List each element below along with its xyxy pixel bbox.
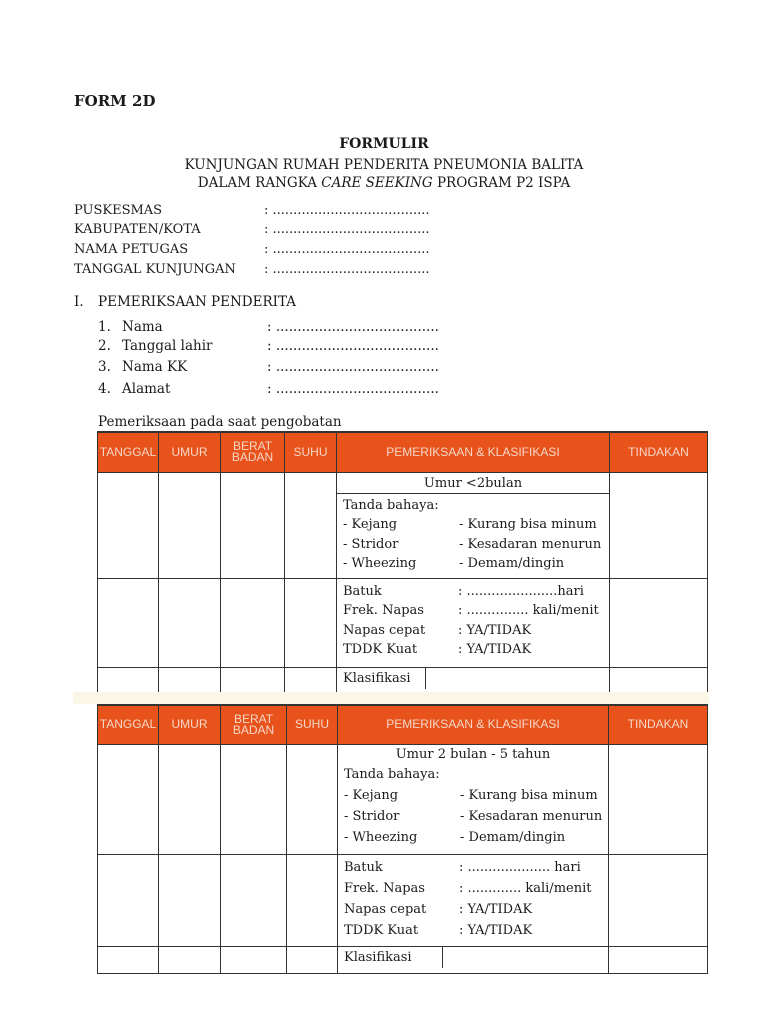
- danger-row: [343, 554, 603, 574]
- form-title: FORMULIR: [339, 136, 429, 152]
- cell-suhu[interactable]: [285, 472, 337, 578]
- patient-field-alamat[interactable]: [98, 381, 439, 397]
- item-number: 4.: [98, 381, 111, 397]
- cell-tanggal[interactable]: [98, 578, 159, 667]
- cell-suhu[interactable]: [285, 578, 337, 667]
- age-group-title: Umur <2bulan: [337, 473, 609, 494]
- section-title: PEMERIKSAAN PENDERITA: [98, 294, 296, 310]
- header-badan: BADAN: [232, 722, 275, 737]
- field-value[interactable]: : ......................................: [264, 242, 430, 257]
- danger-left: - Stridor: [343, 536, 399, 552]
- field-label: Alamat: [122, 381, 171, 397]
- danger-right: - Kurang bisa minum: [459, 517, 597, 532]
- cell-umur[interactable]: [159, 854, 221, 946]
- cell-umur[interactable]: [159, 744, 221, 854]
- col-header-pemeriksaan: PEMERIKSAAN & KLASIFIKASI: [337, 432, 610, 472]
- field-label: TANGGAL KUNJUNGAN: [74, 262, 236, 277]
- vital-value[interactable]: : ............. kali/menit: [459, 880, 592, 896]
- vital-value[interactable]: : ............... kali/menit: [458, 603, 599, 618]
- col-header-pemeriksaan: PEMERIKSAAN & KLASIFIKASI: [338, 705, 609, 744]
- cell-umur[interactable]: [159, 667, 221, 692]
- col-header-tanggal: TANGGAL: [98, 432, 159, 472]
- scan-shade: [73, 692, 709, 704]
- danger-row: [344, 806, 602, 827]
- field-label: KABUPATEN/KOTA: [74, 222, 201, 237]
- klasifikasi-label: Klasifikasi: [337, 668, 426, 689]
- exam-table-under-2-months: [97, 431, 708, 693]
- col-header-suhu: SUHU: [287, 705, 338, 744]
- cell-tanggal[interactable]: [98, 744, 159, 854]
- danger-right: - Kesadaran menurun: [460, 808, 603, 824]
- field-label: Nama KK: [122, 359, 188, 375]
- vital-value[interactable]: : YA/TIDAK: [458, 642, 532, 657]
- cell-klasifikasi[interactable]: [338, 946, 609, 973]
- field-value[interactable]: : ......................................: [264, 203, 430, 218]
- cell-suhu[interactable]: [287, 854, 338, 946]
- header-berat: BERAT: [232, 439, 273, 454]
- exam-table-2-months-5-years: [97, 704, 708, 974]
- cell-tindakan[interactable]: [610, 578, 708, 667]
- danger-left: - Wheezing: [344, 829, 418, 845]
- col-header-berat-badan: [221, 432, 285, 472]
- danger-right: - Kurang bisa minum: [460, 787, 598, 803]
- form-subtitle-1: KUNJUNGAN RUMAH PENDERITA PNEUMONIA BALITA: [184, 157, 584, 173]
- patient-field-nama-kk[interactable]: [98, 359, 439, 375]
- cell-vitals: [337, 578, 610, 667]
- col-header-berat-badan: [221, 705, 287, 744]
- vital-row[interactable]: [344, 920, 602, 941]
- cell-tanggal[interactable]: [98, 472, 159, 578]
- table-caption: Pemeriksaan pada saat pengobatan: [98, 414, 342, 430]
- vital-row[interactable]: [343, 582, 603, 602]
- item-number: 3.: [98, 359, 111, 375]
- danger-left: - Kejang: [343, 517, 398, 532]
- cell-tanggal[interactable]: [98, 946, 159, 973]
- form-subtitle-2: [0, 175, 768, 191]
- cell-klasifikasi[interactable]: [337, 667, 610, 692]
- vital-value[interactable]: : YA/TIDAK: [459, 901, 533, 917]
- header-badan: BADAN: [231, 450, 274, 465]
- field-value[interactable]: : ......................................: [264, 222, 430, 237]
- form-id: FORM 2D: [74, 92, 156, 110]
- cell-vitals: [338, 854, 609, 946]
- subtitle-2-pre: DALAM RANGKA: [197, 175, 322, 191]
- header-berat: BERAT: [233, 711, 274, 726]
- cell-danger-signs: [337, 472, 610, 578]
- field-puskesmas[interactable]: [74, 203, 430, 218]
- vital-label: Batuk: [344, 859, 383, 875]
- vital-label: TDDK Kuat: [344, 922, 419, 938]
- vital-label: Frek. Napas: [344, 880, 425, 896]
- vital-row[interactable]: [344, 878, 602, 899]
- cell-berat-badan[interactable]: [221, 578, 285, 667]
- section-number: I.: [74, 294, 84, 310]
- vital-row[interactable]: [344, 857, 602, 878]
- cell-suhu[interactable]: [287, 946, 338, 973]
- danger-right: - Demam/dingin: [459, 556, 565, 571]
- field-value[interactable]: : ......................................: [267, 359, 439, 375]
- danger-right: - Kesadaran menurun: [459, 536, 602, 552]
- cell-suhu[interactable]: [285, 667, 337, 692]
- cell-suhu[interactable]: [287, 744, 338, 854]
- cell-berat-badan[interactable]: [221, 744, 287, 854]
- danger-row: [344, 785, 602, 806]
- danger-left: - Stridor: [344, 808, 400, 824]
- cell-berat-badan[interactable]: [221, 854, 287, 946]
- cell-umur[interactable]: [159, 472, 221, 578]
- patient-field-nama[interactable]: [98, 319, 439, 335]
- subtitle-2-post: PROGRAM P2 ISPA: [432, 175, 571, 191]
- col-header-suhu: SUHU: [285, 432, 337, 472]
- danger-row: [344, 827, 602, 848]
- field-value[interactable]: : ......................................: [267, 319, 439, 335]
- section-heading: [74, 294, 296, 310]
- klasifikasi-label: Klasifikasi: [338, 947, 443, 968]
- col-header-umur: UMUR: [159, 705, 221, 744]
- col-header-tindakan: TINDAKAN: [610, 432, 708, 472]
- cell-tanggal[interactable]: [98, 667, 159, 692]
- vital-value[interactable]: : YA/TIDAK: [458, 622, 532, 638]
- vital-label: Batuk: [343, 583, 382, 599]
- vital-value[interactable]: : YA/TIDAK: [459, 922, 533, 938]
- field-label: NAMA PETUGAS: [74, 242, 189, 257]
- danger-right: - Demam/dingin: [460, 829, 566, 845]
- field-value[interactable]: : ......................................: [267, 338, 439, 354]
- vital-label: Frek. Napas: [343, 603, 424, 618]
- cell-tindakan[interactable]: [609, 854, 708, 946]
- field-tanggal-kunjungan[interactable]: [74, 262, 430, 277]
- cell-tindakan[interactable]: [609, 946, 708, 973]
- cell-tindakan[interactable]: [610, 472, 708, 578]
- cell-berat-badan[interactable]: [221, 667, 285, 692]
- col-header-tindakan: TINDAKAN: [609, 705, 708, 744]
- cell-umur[interactable]: [159, 946, 221, 973]
- subtitle-2-emphasis: CARE SEEKING: [321, 175, 433, 191]
- vital-row[interactable]: [344, 899, 602, 920]
- vital-label: Napas cepat: [344, 901, 427, 917]
- cell-tindakan[interactable]: [610, 667, 708, 692]
- danger-row: [343, 535, 603, 555]
- field-value[interactable]: : ......................................: [264, 262, 430, 277]
- danger-row: [343, 515, 603, 535]
- cell-danger-signs: [338, 744, 609, 854]
- col-header-tanggal: TANGGAL: [98, 705, 159, 744]
- item-number: 1.: [98, 319, 111, 335]
- field-label: Nama: [122, 319, 163, 335]
- field-kabupaten-kota[interactable]: [74, 222, 430, 237]
- field-label: PUSKESMAS: [74, 203, 163, 218]
- field-nama-petugas[interactable]: [74, 242, 430, 257]
- patient-field-tanggal-lahir[interactable]: [98, 338, 439, 354]
- age-group-title: Umur 2 bulan - 5 tahun: [395, 746, 551, 762]
- danger-left: - Wheezing: [343, 556, 417, 571]
- danger-signs-title: Tanda bahaya:: [344, 766, 440, 782]
- cell-tindakan[interactable]: [609, 744, 708, 854]
- vital-label: TDDK Kuat: [343, 642, 418, 657]
- item-number: 2.: [98, 338, 111, 354]
- vital-value[interactable]: : ......................hari: [458, 583, 584, 599]
- cell-tanggal[interactable]: [98, 854, 159, 946]
- vital-row[interactable]: [343, 621, 603, 641]
- vital-label: Napas cepat: [343, 622, 426, 638]
- vital-row[interactable]: [343, 640, 603, 660]
- vital-value[interactable]: : .................... hari: [459, 859, 581, 875]
- cell-berat-badan[interactable]: [221, 472, 285, 578]
- field-label: Tanggal lahir: [122, 338, 213, 354]
- col-header-umur: UMUR: [159, 432, 221, 472]
- cell-umur[interactable]: [159, 578, 221, 667]
- field-value[interactable]: : ......................................: [267, 381, 439, 397]
- vital-row[interactable]: [343, 601, 603, 621]
- danger-left: - Kejang: [344, 787, 399, 803]
- cell-berat-badan[interactable]: [221, 946, 287, 973]
- danger-signs-title: Tanda bahaya:: [343, 497, 439, 513]
